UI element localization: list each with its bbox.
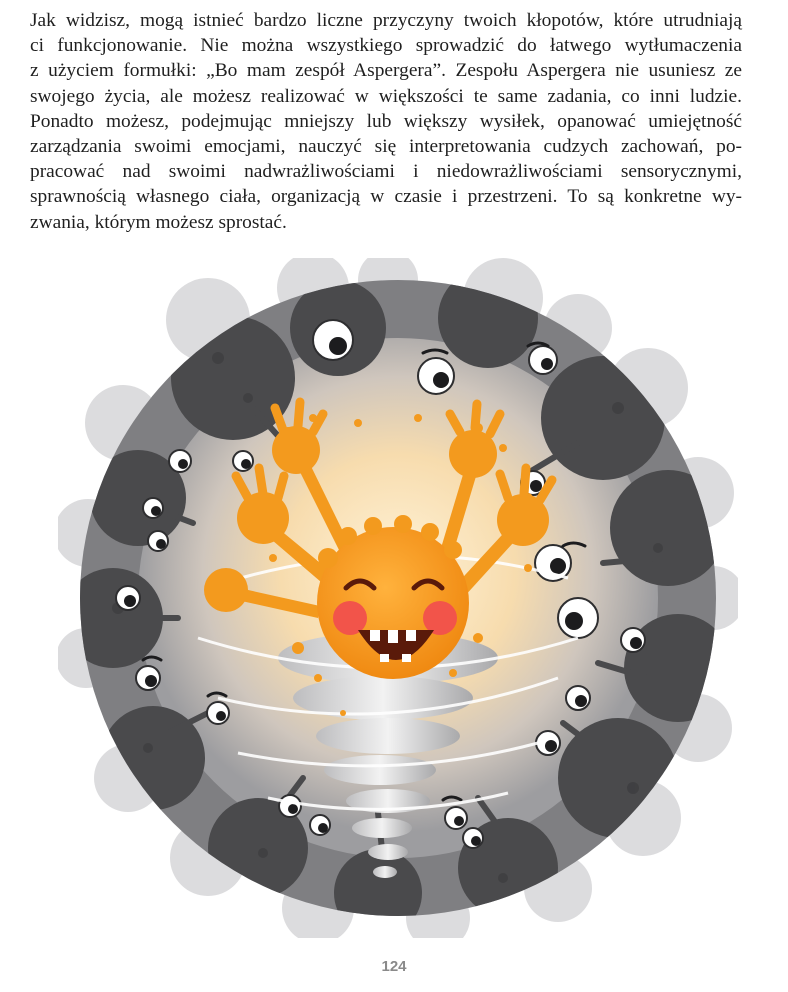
paragraph-line: sprawnością własnego ciała, organizacją w czasie i przestrzeni. To są konkretne wy-: [30, 186, 742, 208]
page-number: 124: [381, 958, 407, 975]
paragraph-line: swojego życia, ale możesz realizować w większości te same zadania, co inni ludzie.: [30, 85, 742, 107]
body-paragraph: [30, 8, 742, 235]
paragraph-line: zwania, którym możesz sprostać.: [30, 211, 287, 233]
paragraph-line: zarządzania swoimi emocjami, nauczyć się interpretowania cudzych zachowań, po-: [30, 136, 742, 158]
tornado-monster-illustration: [58, 258, 738, 938]
paragraph-line: Ponadto możesz, podejmując mniejszy lub większy wysiłek, opanować umiejętność: [30, 110, 742, 132]
paragraph-line: pracować nad swoimi nadwrażliwościami i niedowrażliwościami sensorycznymi,: [30, 161, 742, 183]
paragraph-line: z użyciem formułki: „Bo mam zespół Aspergera”. Zespołu Aspergera nie usuniesz ze: [30, 60, 742, 82]
paragraph-line: ci funkcjonowanie. Nie można wszystkiego sprowadzić do łatwego wytłumaczenia: [30, 35, 742, 57]
paragraph-line: Jak widzisz, mogą istnieć bardzo liczne przyczyny twoich kłopotów, które utrudniają: [30, 10, 742, 31]
